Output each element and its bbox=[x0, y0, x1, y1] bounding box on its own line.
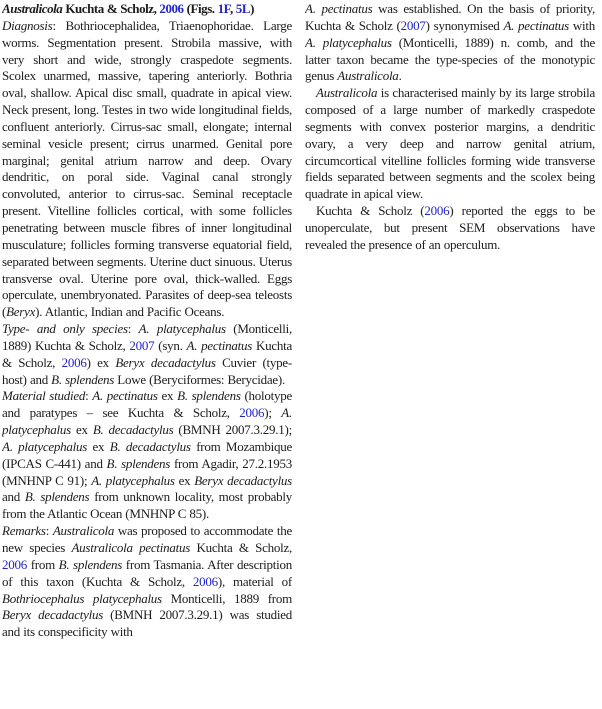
left-column bbox=[2, 1, 292, 709]
text-run: Australicola bbox=[52, 523, 115, 539]
text-run: Cuvier (type-host) and bbox=[2, 354, 292, 387]
operculum-paragraph bbox=[305, 203, 595, 254]
text-run: is characterised mainly by its large strobila composed of a large number of markedly craspedote segments with convex posterior margins, a dendritic ovary, a very deep and narrow genital atrium, circumcortical vitelline follicles forming wide transverse fields separated between segments and the scolex being quadrate in apical view. bbox=[305, 85, 595, 202]
text-run: : bbox=[127, 321, 139, 337]
text-run: ); bbox=[264, 405, 282, 421]
text-run: A. platycephalus bbox=[138, 321, 226, 337]
text-run: Beryx bbox=[6, 304, 36, 320]
text-run: B. splendens bbox=[106, 455, 171, 471]
text-run: A. platycephalus bbox=[2, 438, 88, 454]
text-run: . bbox=[398, 68, 402, 84]
text-run: Monticelli, 1889 from bbox=[161, 590, 292, 606]
text-run: B. splendens bbox=[24, 489, 90, 505]
text-run: A. pectinatus bbox=[186, 337, 253, 353]
text-run: Beryx decadactylus bbox=[2, 607, 104, 623]
text-run: from Tasmania. After description of this taxon (Kuchta & Scholz, bbox=[2, 556, 292, 589]
right-column bbox=[305, 1, 595, 709]
text-run: Australicola bbox=[2, 1, 63, 16]
text-run: Australicola bbox=[337, 68, 399, 84]
citation-link[interactable]: 2006 bbox=[424, 203, 450, 219]
text-run: Australicola bbox=[316, 85, 378, 101]
text-run: : bbox=[45, 523, 53, 539]
citation-link[interactable]: 5L bbox=[235, 1, 251, 16]
text-run: from Mozambique (IPCAS C-441) and bbox=[2, 438, 292, 471]
text-run: : bbox=[85, 388, 93, 404]
text-run: Beryx decadactylus bbox=[194, 472, 292, 488]
text-run: (Monticelli, 1889) n. comb, and the latter taxon became the type-species of the monotypic genus bbox=[305, 34, 595, 84]
citation-link[interactable]: 2006 bbox=[61, 354, 87, 370]
text-run: Australicola pectinatus bbox=[71, 540, 191, 555]
text-run: (BMNH 2007.3.29.1) was studied and its conspecificity with bbox=[2, 607, 292, 640]
citation-link[interactable]: 2007 bbox=[400, 17, 426, 33]
text-run: Type- and only species bbox=[2, 321, 128, 337]
citation-link[interactable]: 2006 bbox=[2, 556, 27, 572]
text-run: Kuchta & Scholz, bbox=[62, 1, 160, 16]
text-run: ) bbox=[250, 1, 254, 16]
text-run: ) reported the eggs to be unoperculate, but present SEM observations have revealed the presence of an operculum. bbox=[305, 203, 595, 252]
remarks-paragraph bbox=[2, 523, 292, 641]
text-run: ex bbox=[87, 438, 110, 454]
text-run: was proposed to accommodate the new species bbox=[2, 523, 292, 555]
text-run: A. pectinatus bbox=[92, 388, 158, 404]
characterisation-paragraph bbox=[305, 85, 595, 203]
text-run: (syn. bbox=[154, 337, 187, 353]
text-run: (Figs. bbox=[183, 1, 218, 16]
text-run: from bbox=[27, 556, 59, 572]
text-run: ) synonymised bbox=[425, 17, 504, 33]
text-run: A. pectinatus bbox=[503, 17, 569, 33]
text-run: ex bbox=[174, 472, 195, 488]
text-run: Kuchta & Scholz, bbox=[190, 540, 292, 555]
text-run: , bbox=[229, 1, 236, 16]
text-run: Bothriocephalus platycephalus bbox=[2, 590, 162, 606]
text-run: Lowe (Beryciformes: Berycidae). bbox=[114, 371, 286, 387]
citation-link[interactable]: 2006 bbox=[239, 405, 265, 421]
text-run: A. platycephalus bbox=[91, 472, 175, 488]
genus-heading bbox=[2, 1, 292, 18]
text-run: Beryx decadactylus bbox=[115, 354, 216, 370]
text-run: ) ex bbox=[86, 354, 116, 370]
citation-link[interactable]: 2006 bbox=[192, 573, 218, 589]
text-run: ex bbox=[70, 422, 93, 438]
citation-link[interactable]: 2007 bbox=[129, 337, 155, 353]
type-species-paragraph bbox=[2, 321, 292, 388]
text-run: with bbox=[568, 17, 595, 33]
text-run: : Bothriocephalidea, Triaenophoridae. Large worms. Segmentation present. Strobila massive, with very short and wide, strongly craspedote segments. Scolex unarmed, massive, tapering anteriorly. Bothria oval, shallow. Apical disc small, quadrate in apical view. Neck present, long. Testes in two wide longitudinal fields, confluent anteriorly. Cirrus-sac small, elongate; internal seminal vesicle present; cirrus unarmed. Genital pore marginal; genital atrium narrow and deep. Ovary dendritic, on poral side. Vaginal canal strongly convoluted, anterior to cirrus-sac. Seminal receptacle present. Vitelline follicles cortical, with some follicles penetrating between muscle fibres of inner longitudinal musculature; follicles forming transverse equatorial field, separated between segments. Uterine duct sinuous. Uterus transverse oval. Uterine pore oval, thick-walled. Eggs operculate, unembryonated. Parasites of deep-sea teleosts ( bbox=[2, 17, 292, 320]
material-studied-paragraph bbox=[2, 388, 292, 523]
text-run: and bbox=[2, 489, 25, 505]
text-run: Material studied bbox=[2, 388, 86, 404]
text-run: A. platycephalus bbox=[305, 34, 392, 50]
remarks-continuation-paragraph bbox=[305, 1, 595, 85]
text-run: (Monticelli, 1889) Kuchta & Scholz, bbox=[2, 321, 292, 353]
text-run: B. splendens bbox=[177, 388, 241, 404]
text-run: ), material of bbox=[217, 573, 292, 589]
text-run: Kuchta & Scholz ( bbox=[316, 203, 425, 219]
text-run: ). Atlantic, Indian and Pacific Oceans. bbox=[35, 304, 225, 320]
text-run: B. decadactylus bbox=[109, 438, 191, 454]
text-run: from unknown locality, most probably from the Atlantic Ocean (MNHNP C 85). bbox=[2, 489, 292, 522]
text-run: (BMNH 2007.3.29.1); bbox=[173, 422, 292, 438]
text-run: Diagnosis bbox=[2, 17, 53, 33]
text-run: A. pectinatus bbox=[305, 1, 373, 16]
text-run: Remarks bbox=[2, 523, 46, 539]
text-run: ex bbox=[157, 388, 178, 404]
text-run: B. decadactylus bbox=[92, 422, 174, 438]
citation-link[interactable]: 2006 bbox=[159, 1, 184, 16]
text-run: Kuchta & Scholz, bbox=[2, 337, 292, 370]
text-run: was established. On the basis of priority, Kuchta & Scholz ( bbox=[305, 1, 595, 33]
text-run: (holotype and paratypes – see Kuchta & Scholz, bbox=[2, 388, 292, 421]
citation-link[interactable]: 1F bbox=[217, 1, 230, 16]
text-run: B. splendens bbox=[51, 371, 115, 387]
diagnosis-paragraph bbox=[2, 18, 292, 321]
text-run: B. splendens bbox=[58, 556, 123, 572]
text-run: A. platycephalus bbox=[2, 405, 292, 438]
text-run: from Agadir, 27.2.1953 (MNHNP C 91); bbox=[2, 455, 292, 488]
